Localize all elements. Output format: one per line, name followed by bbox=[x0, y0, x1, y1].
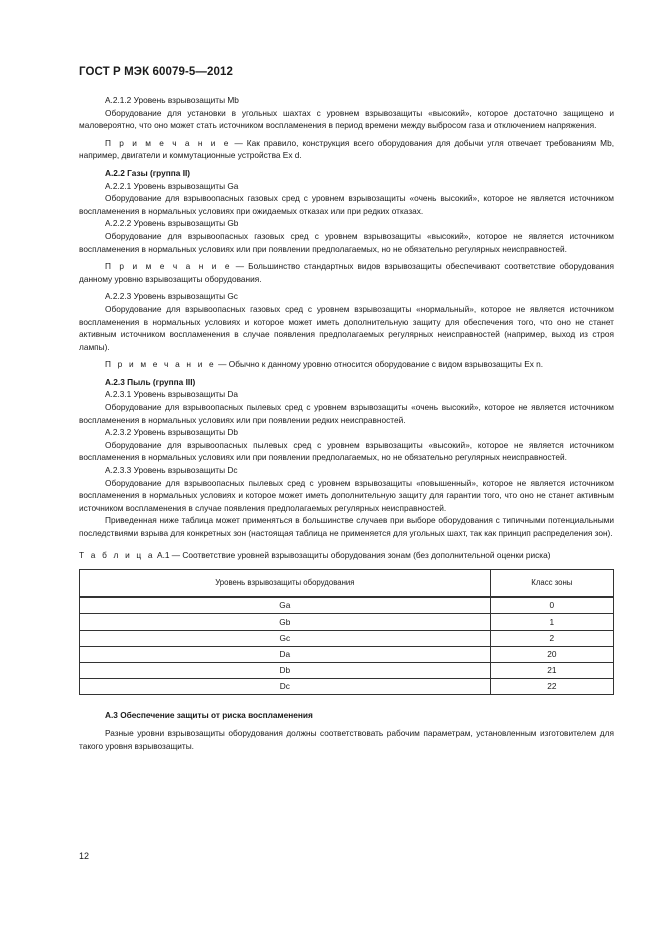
clause-text-da: Оборудование для взрывоопасных пылевых сред с уровнем взрывозащиты «очень высокий», которое не является источником воспламенения в нормальных условиях или при появлении редких неисправностей. bbox=[79, 402, 614, 425]
table-cell-zone: 0 bbox=[490, 597, 613, 614]
table-caption-text: А.1 — Соответствие уровней взрывозащиты оборудования зонам (без дополнительной оценки риска) bbox=[157, 549, 551, 560]
table-cell-epl: Da bbox=[80, 646, 491, 662]
table-header-zone: Класс зоны bbox=[490, 570, 613, 598]
clause-text-dc: Оборудование для взрывоопасных пылевых сред с уровнем взрывозащиты «повышенный», которое не является источником воспламенения в нормальных условиях и которое может иметь дополнительную защиту для гарантии того, что оно не станет активным источником воспламенения в случае появления предполагаемых регулярных неисправностей. bbox=[79, 477, 614, 513]
table-cell-zone: 22 bbox=[490, 679, 613, 695]
clause-title-a2-3: А.2.3 Пыль (группа III) bbox=[105, 376, 196, 387]
note-1-text: — Как правило, конструкция всего оборудования для добычи угля отвечает требованиям Mb, например, двигатели и коммутационные устройства Ex d. bbox=[79, 137, 614, 161]
table-cell-epl: Gb bbox=[80, 614, 491, 630]
table-cell-zone: 1 bbox=[490, 614, 613, 630]
table-row bbox=[80, 679, 614, 695]
note-2 bbox=[79, 260, 614, 285]
table-row bbox=[80, 662, 614, 678]
table-header-epl: Уровень взрывозащиты оборудования bbox=[80, 570, 491, 598]
table-cell-epl: Ga bbox=[80, 597, 491, 614]
table-caption bbox=[79, 549, 614, 562]
clause-title-a2-1-2: А.2.1.2 Уровень взрывозащиты Mb bbox=[105, 95, 239, 105]
section-title-a3: А.3 Обеспечение защиты от риска воспламенения bbox=[105, 710, 313, 721]
note-3 bbox=[79, 358, 614, 371]
table-intro-text: Приведенная ниже таблица может применяться в большинстве случаев при выборе оборудования с типичными потенциальными последствиями взрыва для конкретных зон (настоящая таблица не применяется для угольных шахт, так как принцип распределения зон). bbox=[79, 515, 614, 538]
section-a3-text: Разные уровни взрывозащиты оборудования должны соответствовать рабочим параметрам, установленным изготовителем для такого уровня взрывозащиты. bbox=[79, 727, 614, 751]
table-header-row bbox=[80, 570, 614, 598]
table-cell-zone: 20 bbox=[490, 646, 613, 662]
table-cell-zone: 21 bbox=[490, 662, 613, 678]
clause-title-a2-2: А.2.2 Газы (группа II) bbox=[105, 167, 191, 178]
clause-title-a2-3-2: А.2.3.2 Уровень взрывозащиты Db bbox=[105, 427, 238, 438]
table-cell-zone: 2 bbox=[490, 630, 613, 646]
note-1 bbox=[79, 137, 614, 162]
table-row bbox=[80, 630, 614, 646]
note-label: П р и м е ч а н и е bbox=[105, 137, 231, 148]
zone-table bbox=[79, 569, 614, 695]
clause-title-a2-3-3: А.2.3.3 Уровень взрывозащиты Dc bbox=[105, 465, 238, 476]
note-label: П р и м е ч а н и е bbox=[105, 359, 216, 370]
clause-title-a2-2-3: А.2.2.3 Уровень взрывозащиты Gc bbox=[105, 291, 238, 302]
clause-title-a2-2-1: А.2.2.1 Уровень взрывозащиты Ga bbox=[105, 180, 239, 191]
clause-text-gb: Оборудование для взрывоопасных газовых сред с уровнем взрывозащиты «высокий», которое не является источником воспламенения в нормальных условиях или при появлении предполагаемых, но не обязательно регулярных неисправностей. bbox=[79, 230, 614, 254]
note-3-text: — Обычно к данному уровню относится оборудование с видом взрывозащиты Ex n. bbox=[218, 359, 544, 370]
table-cell-epl: Db bbox=[80, 662, 491, 678]
page-content bbox=[79, 94, 614, 752]
clause-text-ga: Оборудование для взрывоопасных газовых сред с уровнем взрывозащиты «очень высокий», которое не является источником воспламенения в нормальных условиях при ожидаемых отказах или при редких отказах. bbox=[79, 193, 614, 216]
clause-title-a2-3-1: А.2.3.1 Уровень взрывозащиты Da bbox=[105, 389, 238, 400]
table-row bbox=[80, 597, 614, 614]
table-cell-epl: Dc bbox=[80, 679, 491, 695]
page-number: 12 bbox=[79, 851, 90, 861]
note-label: П р и м е ч а н и е bbox=[105, 261, 232, 272]
table-row bbox=[80, 614, 614, 630]
clause-text-gc: Оборудование для взрывоопасных газовых сред с уровнем взрывозащиты «нормальный», которое не является источником воспламенения в нормальных условиях и которое может иметь дополнительную защиту для обеспечения того, что оно не станет активным источником воспламенения в случае появления предполагаемых регулярных неисправностей (например, выход из строя лампы). bbox=[79, 303, 614, 352]
page-header-standard-title: ГОСТ Р МЭК 60079-5—2012 bbox=[79, 66, 233, 78]
clause-title-a2-2-2: А.2.2.2 Уровень взрывозащиты Gb bbox=[105, 218, 239, 229]
clause-text-mb: Оборудование для установки в угольных шахтах с уровнем взрывозащиты «высокий», которое достаточно защищено и маловероятно, что оно может стать источником воспламенения в период времени между выбросом газа и отключением напряжения. bbox=[79, 107, 614, 131]
table-cell-epl: Gc bbox=[80, 630, 491, 646]
note-2-text: — Большинство стандартных видов взрывозащиты обеспечивают соответствие оборудования данному уровню взрывозащиты оборудования. bbox=[79, 261, 614, 284]
table-label: Т а б л и ц а bbox=[79, 549, 155, 560]
table-row bbox=[80, 646, 614, 662]
clause-text-db: Оборудование для взрывоопасных пылевых сред с уровнем взрывозащиты «высокий», которое не является источником воспламенения в нормальных условиях или при появлении предполагаемых, но не обязательно регулярных неисправностей. bbox=[79, 439, 614, 463]
